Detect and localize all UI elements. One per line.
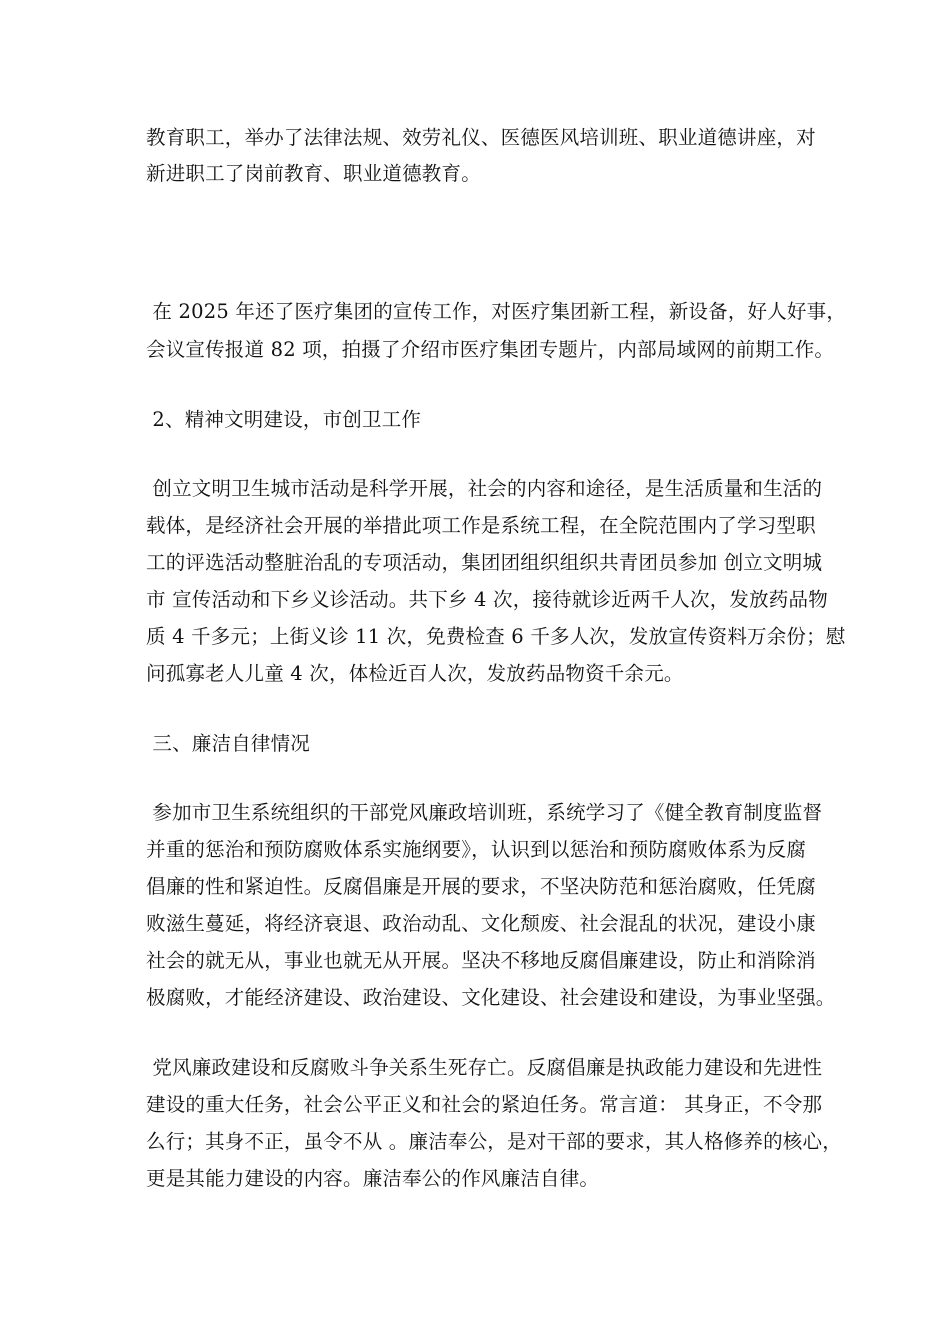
text-line: 载体，是经济社会开展的举措此项工作是系统工程，在全院范围内了学习型职 xyxy=(146,514,816,537)
text-line: 市 宣传活动和下乡义诊活动。共下乡 4 次，接待就诊近两千人次，发放药品物 xyxy=(146,588,828,611)
text-line: 极腐败，才能经济建设、政治建设、文化建设、社会建设和建设，为事业坚强。 xyxy=(146,986,836,1009)
text-line: 问孤寡老人儿童 4 次，体检近百人次，发放药品物资千余元。 xyxy=(146,662,684,685)
text-line: 质 4 千多元；上街义诊 11 次，免费检查 6 千多人次，发放宣传资料万余份；慰 xyxy=(146,625,846,648)
text-line: 在 2025 年还了医疗集团的宣传工作，对医疗集团新工程，新设备，好人好事， xyxy=(146,300,847,323)
section-heading-integrity: 三、廉洁自律情况 xyxy=(146,732,310,755)
text-line: 参加市卫生系统组织的干部党风廉政培训班，系统学习了《健全教育制度监督 xyxy=(146,801,823,824)
text-line: 会议宣传报道 82 项，拍摄了介绍市医疗集团专题片，内部局域网的前期工作。 xyxy=(146,338,835,361)
text-line: 工的评选活动整脏治乱的专项活动，集团团组织组织共青团员参加 创立文明城 xyxy=(146,551,823,574)
text-line: 新进职工了岗前教育、职业道德教育。 xyxy=(146,162,481,185)
section-heading-civilization: 2、精神文明建设，市创卫工作 xyxy=(146,408,422,431)
text-line: 社会的就无从，事业也就无从开展。坚决不移地反腐倡廉建设，防止和消除消 xyxy=(146,949,816,972)
text-line: 更是其能力建设的内容。廉洁奉公的作风廉洁自律。 xyxy=(146,1167,600,1190)
text-line: 败滋生蔓延，将经济衰退、政治动乱、文化颓废、社会混乱的状况，建设小康 xyxy=(146,912,816,935)
text-line: 党风廉政建设和反腐败斗争关系生死存亡。反腐倡廉是执政能力建设和先进性 xyxy=(146,1056,823,1079)
text-line: 建设的重大任务，社会公平正义和社会的紧迫任务。常言道： 其身正，不令那 xyxy=(146,1093,823,1116)
text-line: 并重的惩治和预防腐败体系实施纲要》，认识到以惩治和预防腐败体系为反腐 xyxy=(146,838,807,861)
text-line: 教育职工，举办了法律法规、效劳礼仪、医德医风培训班、职业道德讲座，对 xyxy=(146,126,816,149)
text-line: 倡廉的性和紧迫性。反腐倡廉是开展的要求，不坚决防范和惩治腐败，任凭腐 xyxy=(146,875,816,898)
text-line: 么行；其身不正，虽令不从 。廉洁奉公，是对干部的要求，其人格修养的核心， xyxy=(146,1130,842,1153)
text-line: 创立文明卫生城市活动是科学开展，社会的内容和途径，是生活质量和生活的 xyxy=(146,477,823,500)
